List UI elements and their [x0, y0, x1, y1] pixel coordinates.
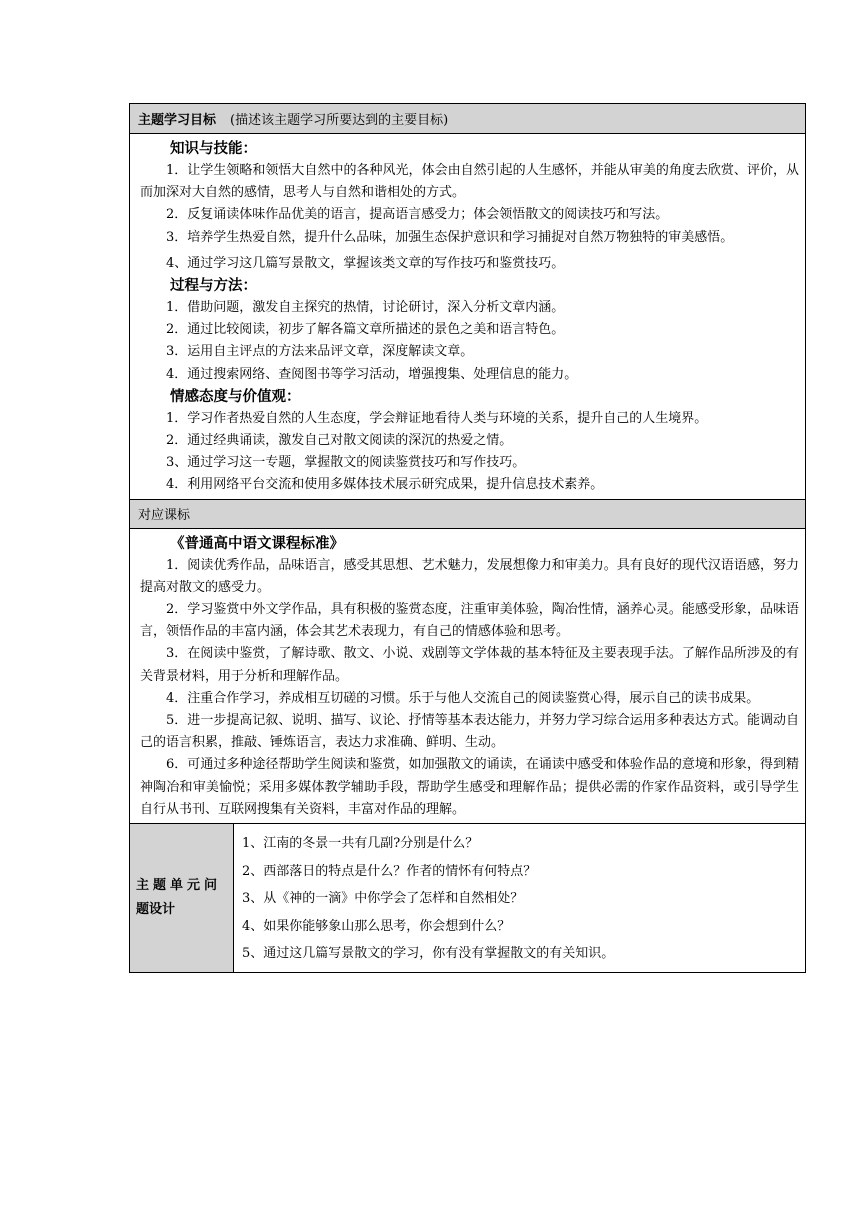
- standards-header: [130, 499, 805, 529]
- standard-item: 6．可通过多种途径帮助学生阅读和鉴赏，如加强散文的诵读，在诵读中感受和体验作品的意境和形象，得到精神陶冶和审美愉悦；采用多媒体教学辅助手段，帮助学生感受和理解作品；提供必需的作家作品资料，或引导学生自行从书刊、互联网搜集有关资料，丰富对作品的理解。: [140, 757, 799, 817]
- unit-questions-row: [130, 823, 805, 972]
- goals-body: [130, 134, 805, 499]
- goal-item: 1．学习作者热爱自然的人生态度，学会辩证地看待人类与环境的关系，提升自己的人生境界。: [166, 410, 708, 426]
- unit-questions-list: [234, 824, 805, 972]
- goal-item: 2．反复诵读体味作品优美的语言，提高语言感受力；体会领悟散文的阅读技巧和写法。: [166, 207, 669, 223]
- goals-header-subtitle: (描述该主题学习所要达到的主要目标): [230, 113, 449, 128]
- goal-item: 2．通过比较阅读，初步了解各篇文章所描述的景色之美和语言特色。: [166, 322, 565, 338]
- question-item: 2、西部落日的特点是什么？作者的情怀有何特点？: [242, 863, 537, 879]
- standard-item: 1．阅读优秀作品，品味语言，感受其思想、艺术魅力，发展想像力和审美力。具有良好的现代汉语语感，努力提高对散文的感受力。: [140, 557, 799, 595]
- standard-item: 4．注重合作学习，养成相互切磋的习惯。乐于与他人交流自己的阅读鉴赏心得，展示自己的读书成果。: [166, 690, 760, 706]
- unit-questions-label-line2: 题设计: [136, 901, 176, 917]
- goals-header: [130, 104, 805, 134]
- goal-item: 4．利用网络平台交流和使用多媒体技术展示研究成果，提升信息技术素养。: [166, 477, 604, 493]
- goal-item: 3、通过学习这一专题，掌握散文的阅读鉴赏技巧和写作技巧。: [166, 455, 526, 471]
- goal-item: 3．培养学生热爱自然，提升什么品味，加强生态保护意识和学习捕捉对自然万物独特的审美感悟。: [166, 229, 734, 245]
- standard-item: 2．学习鉴赏中外文学作品，具有积极的鉴赏态度，注重审美体验，陶冶性情，涵养心灵。能感受形象，品味语言，领悟作品的丰富内涵，体会其艺术表现力，有自己的情感体验和思考。: [140, 602, 799, 640]
- goals-section-attitude: [140, 386, 799, 497]
- section-heading: 知识与技能：: [170, 140, 257, 157]
- unit-questions-label: [130, 824, 234, 972]
- standards-body: [130, 529, 805, 823]
- goal-item: 4．通过搜索网络、查阅图书等学习活动，增强搜集、处理信息的能力。: [166, 366, 578, 382]
- goal-item: 3．运用自主评点的方法来品评文章，深度解读文章。: [166, 344, 474, 360]
- goal-item: 1．借助问题，激发自主探究的热情，讨论研讨，深入分析文章内涵。: [166, 300, 565, 316]
- question-item: 1、江南的冬景一共有几副?分别是什么？: [242, 836, 479, 852]
- standards-heading: 《普通高中语文课程标准》: [170, 534, 344, 552]
- standard-item: 3．在阅读中鉴赏，了解诗歌、散文、小说、戏剧等文学体裁的基本特征及主要表现手法。了解作品所涉及的有关背景材料，用于分析和理解作品。: [140, 646, 799, 684]
- standards-header-title: 对应课标: [138, 508, 191, 524]
- section-heading: 过程与方法：: [170, 277, 257, 295]
- question-item: 4、如果你能够象山那么思考，你会想到什么？: [242, 918, 511, 934]
- standard-item: 5．进一步提高记叙、说明、描写、议论、抒情等基本表达能力，并努力学习综合运用多种表达方式。能调动自己的语言积累，推敲、锤炼语言，表达力求准确、鲜明、生动。: [140, 713, 799, 751]
- unit-questions-label-line1: 主题单元问: [136, 877, 222, 893]
- goal-item: 1．让学生领略和领悟大自然中的各种风光，体会由自然引起的人生感怀，并能从审美的角度去欣赏、评价，从而加深对大自然的感情，思考人与自然和谐相处的方式。: [140, 163, 799, 201]
- question-item: 3、从《神的一滴》中你学会了怎样和自然相处？: [242, 891, 524, 907]
- goal-item: 4、通过学习这几篇写景散文，掌握该类文章的写作技巧和鉴赏技巧。: [166, 255, 565, 271]
- goal-item: 2．通过经典诵读，激发自己对散文阅读的深沉的热爱之情。: [166, 433, 513, 449]
- goals-section-knowledge: [140, 138, 799, 275]
- unit-design-table: [129, 103, 806, 973]
- question-item: 5、通过这几篇写景散文的学习，你有没有掌握散文的有关知识。: [242, 946, 615, 962]
- section-heading: 情感态度与价值观：: [170, 387, 301, 405]
- goals-section-process: [140, 275, 799, 386]
- goals-header-title: 主题学习目标: [138, 113, 217, 128]
